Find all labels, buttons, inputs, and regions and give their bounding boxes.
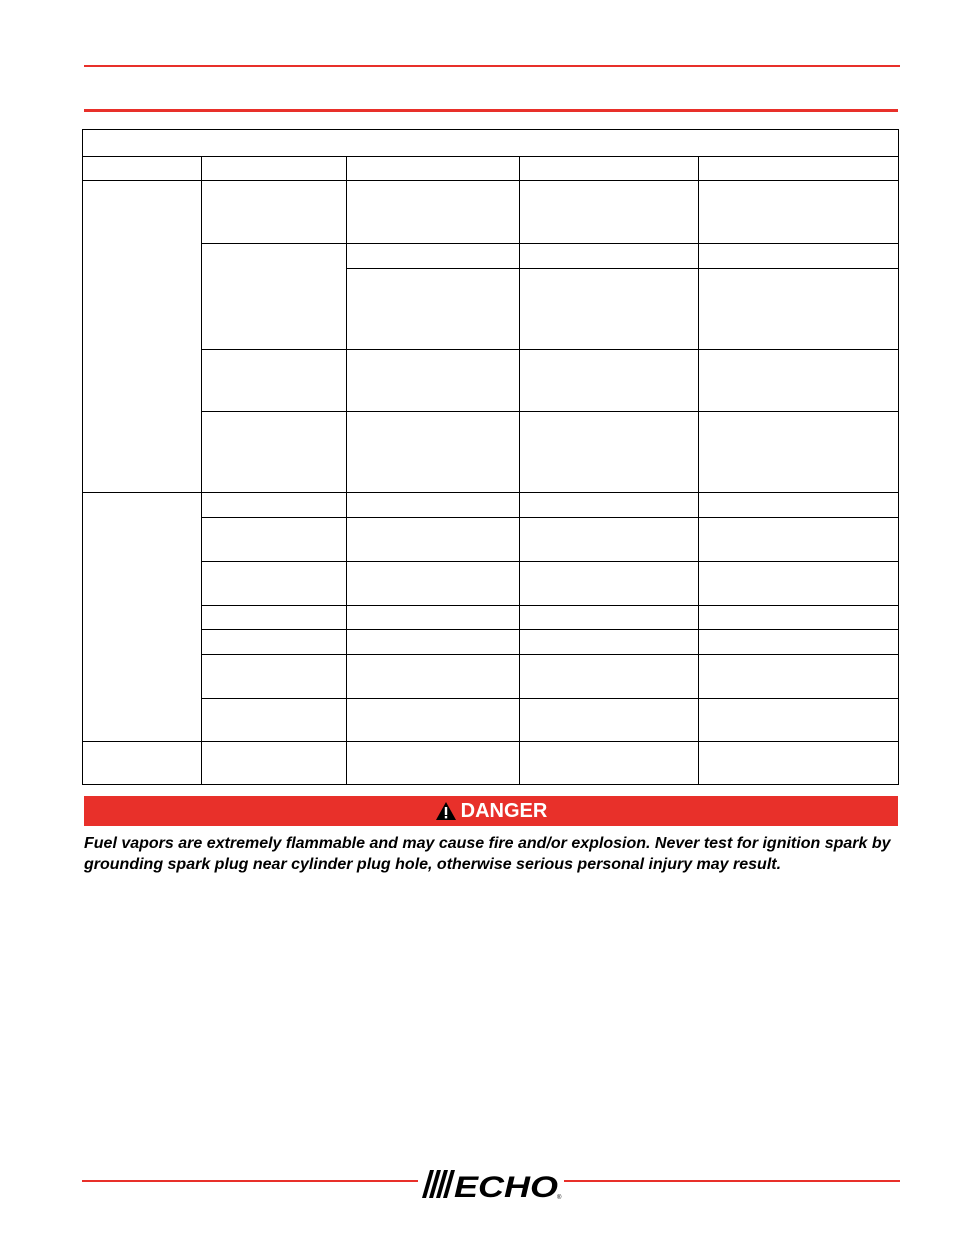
- table-row-divider: [201, 561, 898, 562]
- table-column-divider: [346, 156, 347, 784]
- table-column-divider: [201, 156, 202, 784]
- svg-text:®: ®: [557, 1195, 562, 1201]
- danger-label: DANGER: [460, 799, 548, 822]
- table-row-divider: [83, 156, 898, 157]
- table-row-divider: [83, 741, 898, 742]
- troubleshooting-table: [82, 129, 899, 785]
- warning-triangle-icon: [435, 801, 457, 821]
- svg-text:ECHO: ECHO: [454, 1171, 558, 1201]
- echo-logo: [420, 1167, 565, 1201]
- table-row-divider: [201, 349, 898, 350]
- table-row-divider: [346, 268, 898, 269]
- table-row-divider: [201, 629, 898, 630]
- footer-rule-right: [564, 1180, 900, 1182]
- table-row-divider: [83, 492, 898, 493]
- table-row-divider: [201, 517, 898, 518]
- table-column-divider: [698, 156, 699, 784]
- danger-message: Fuel vapors are extremely flammable and may cause fire and/or explosion. Never test for ignition spark by grounding spark plug near cylinder plug hole, otherwise serious personal injury may result.: [84, 835, 891, 873]
- table-column-divider: [519, 156, 520, 784]
- table-row-divider: [201, 698, 898, 699]
- table-row-divider: [201, 605, 898, 606]
- table-row-divider: [201, 243, 898, 244]
- danger-banner: [84, 796, 898, 826]
- footer-rule-left: [82, 1180, 418, 1182]
- table-row-divider: [201, 411, 898, 412]
- table-row-divider: [83, 180, 898, 181]
- table-row-divider: [201, 654, 898, 655]
- header-rule-top: [84, 65, 900, 67]
- header-rule-bottom: [84, 109, 898, 112]
